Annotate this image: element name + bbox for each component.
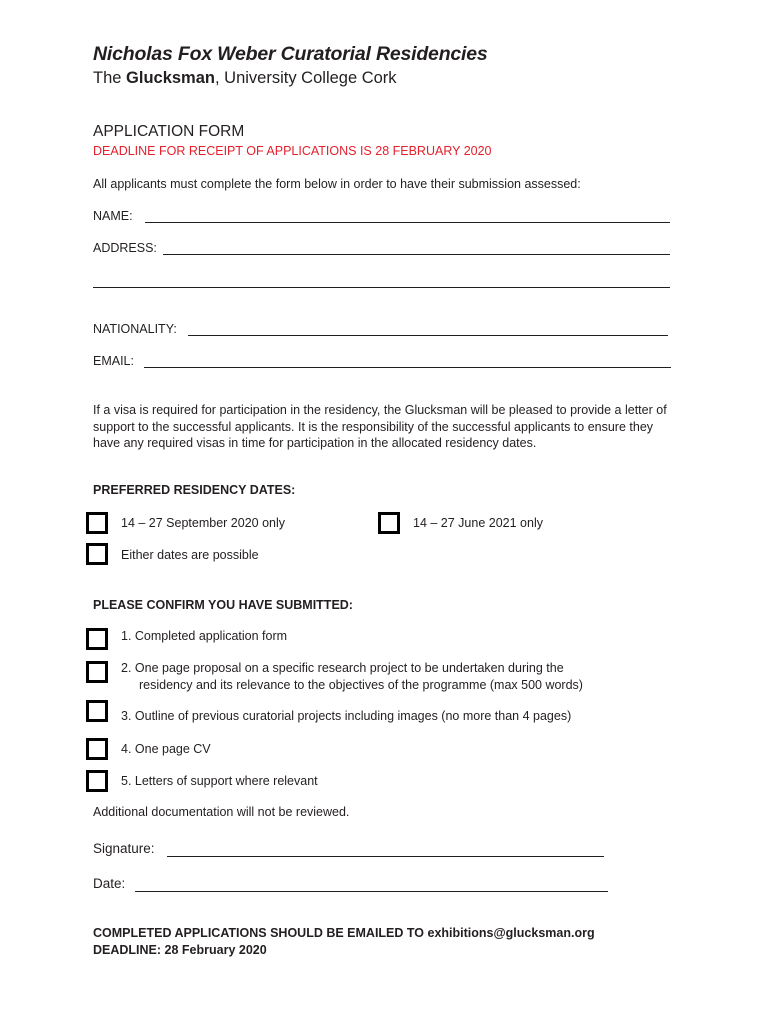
confirm-application-form-checkbox[interactable] bbox=[86, 628, 108, 650]
date-option-either-checkbox[interactable] bbox=[86, 543, 108, 565]
confirm-heading: PLEASE CONFIRM YOU HAVE SUBMITTED: bbox=[93, 598, 353, 612]
date-option-september-label: 14 – 27 September 2020 only bbox=[121, 516, 286, 530]
email-instruction: COMPLETED APPLICATIONS SHOULD BE EMAILED TO exhibitions@glucksman.org bbox=[93, 926, 595, 940]
deadline-notice: DEADLINE FOR RECEIPT OF APPLICATIONS IS 28 FEBRUARY 2020 bbox=[93, 144, 492, 158]
name-field[interactable] bbox=[145, 222, 670, 223]
confirm-curatorial-projects-label: 3. Outline of previous curatorial projects including images (no more than 4 pages) bbox=[121, 709, 572, 723]
confirm-proposal-label-line-2: residency and its relevance to the objectives of the programme (max 500 words) bbox=[139, 678, 583, 692]
visa-paragraph: If a visa is required for participation in the residency, the Glucksman will be pleased to provide a letter of support to the successful applicants. It is the responsibility of the successful applicants to ensure they have any required visas in time for participation in the allocated residency dates. bbox=[93, 403, 667, 450]
document-title: Nicholas Fox Weber Curatorial Residencies bbox=[93, 43, 488, 65]
document-subtitle bbox=[93, 69, 397, 88]
date-option-june-label: 14 – 27 June 2021 only bbox=[413, 516, 543, 530]
confirm-application-form-label: 1. Completed application form bbox=[121, 629, 288, 643]
subtitle-institution: Glucksman bbox=[126, 69, 215, 87]
confirm-cv-label: 4. One page CV bbox=[121, 742, 211, 756]
signature-label: Signature: bbox=[93, 841, 155, 856]
name-label: NAME: bbox=[93, 209, 133, 223]
nationality-label: NATIONALITY: bbox=[93, 322, 177, 336]
form-heading: APPLICATION FORM bbox=[93, 123, 245, 140]
confirm-proposal-label: 2. One page proposal on a specific research project to be undertaken during the bbox=[121, 661, 564, 675]
subtitle-prefix: The bbox=[93, 69, 127, 87]
date-field[interactable] bbox=[135, 891, 608, 892]
email-field[interactable] bbox=[144, 367, 671, 368]
additional-note: Additional documentation will not be reviewed. bbox=[93, 805, 350, 819]
date-label: Date: bbox=[93, 876, 126, 891]
subtitle-suffix: , University College Cork bbox=[215, 69, 397, 87]
address-label: ADDRESS: bbox=[93, 241, 157, 255]
intro-text: All applicants must complete the form below in order to have their submission assessed: bbox=[93, 177, 581, 191]
nationality-field[interactable] bbox=[188, 335, 668, 336]
date-option-september-checkbox[interactable] bbox=[86, 512, 108, 534]
email-label: EMAIL: bbox=[93, 354, 134, 368]
footer-deadline: DEADLINE: 28 February 2020 bbox=[93, 943, 267, 957]
confirm-cv-checkbox[interactable] bbox=[86, 738, 108, 760]
confirm-curatorial-projects-checkbox[interactable] bbox=[86, 700, 108, 722]
signature-field[interactable] bbox=[167, 856, 604, 857]
confirm-proposal-checkbox[interactable] bbox=[86, 661, 108, 683]
date-option-either-label: Either dates are possible bbox=[121, 548, 259, 562]
date-option-june-checkbox[interactable] bbox=[378, 512, 400, 534]
address-field[interactable] bbox=[163, 254, 670, 255]
confirm-letters-checkbox[interactable] bbox=[86, 770, 108, 792]
dates-heading: PREFERRED RESIDENCY DATES: bbox=[93, 483, 296, 497]
confirm-letters-label: 5. Letters of support where relevant bbox=[121, 774, 318, 788]
address-field-line-2[interactable] bbox=[93, 287, 670, 288]
